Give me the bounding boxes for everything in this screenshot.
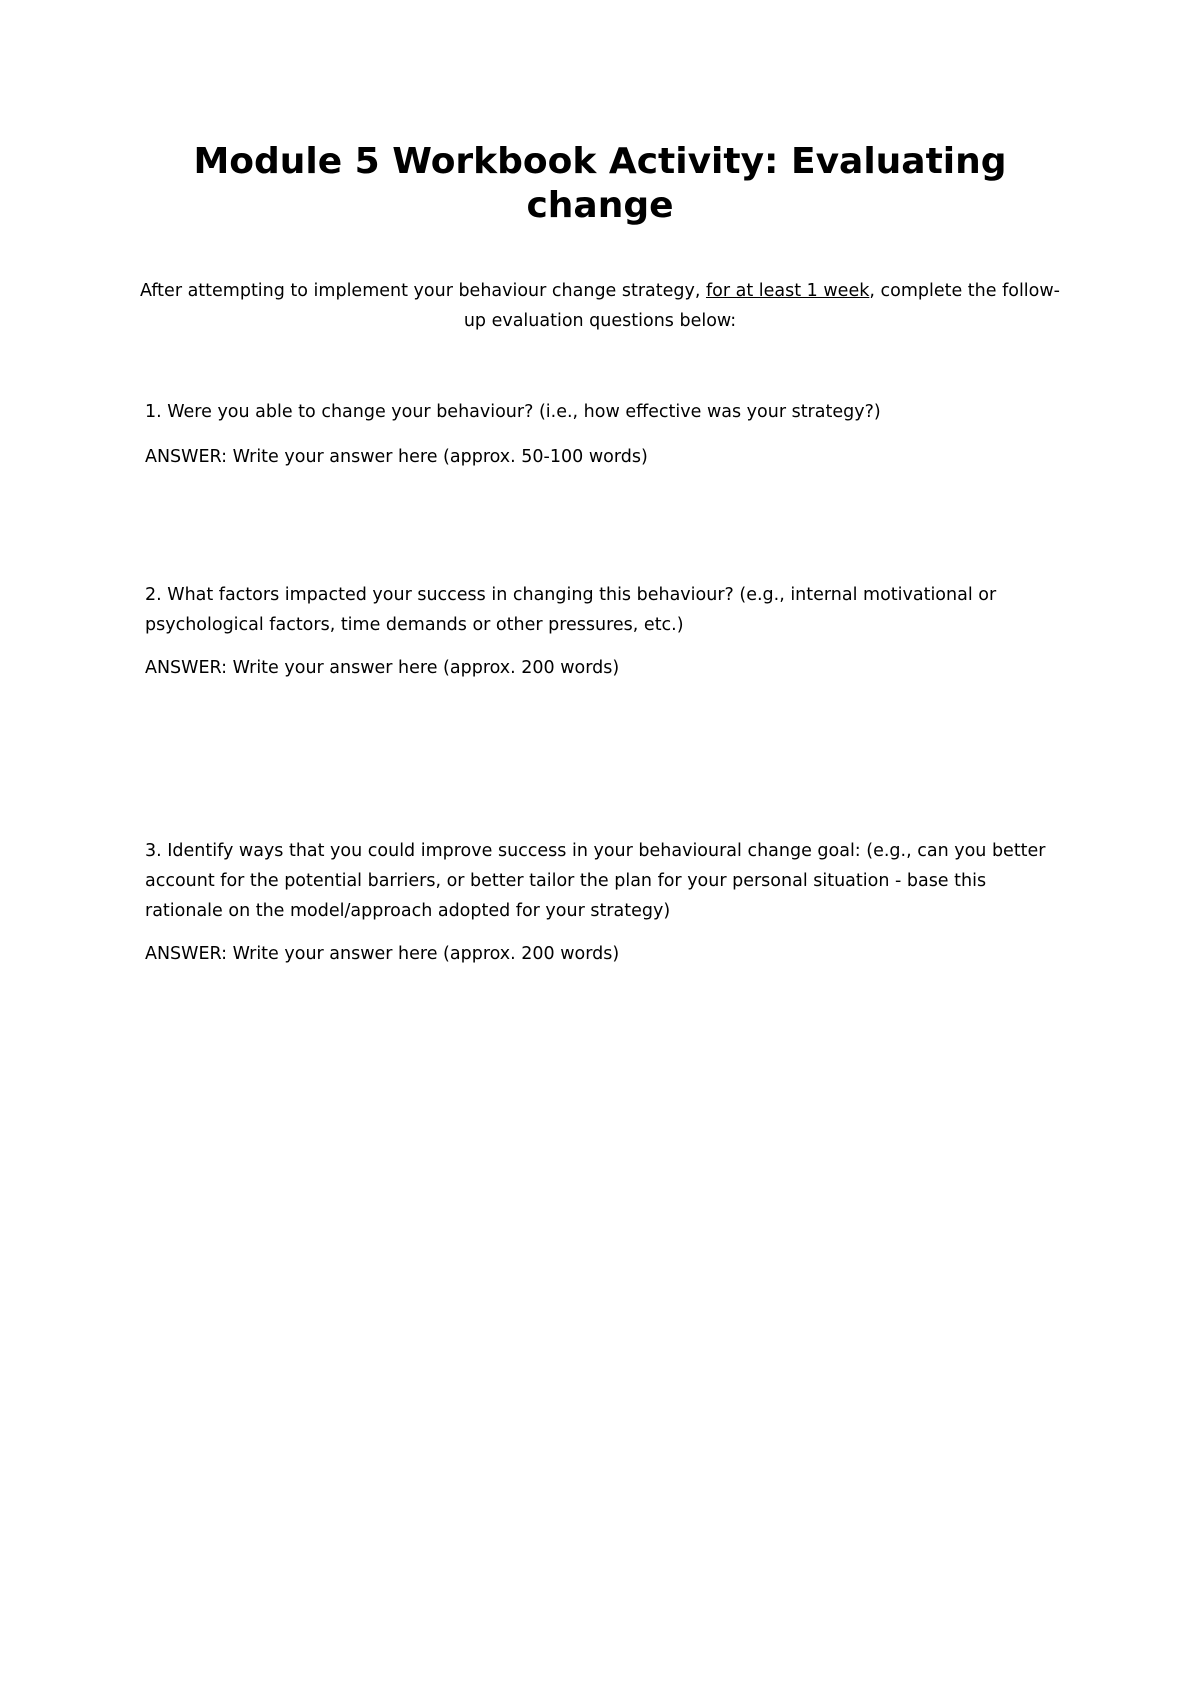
- page-title: Module 5 Workbook Activity: Evaluating change: [193, 141, 1007, 226]
- intro-text-after: , complete the follow-up evaluation questions below:: [463, 281, 1060, 331]
- intro-paragraph: [130, 276, 1070, 336]
- question-2: 2. What factors impacted your success in changing this behaviour? (e.g., internal motivational or psychological factors, time demands or other pressures, etc.): [145, 585, 997, 635]
- answer-1[interactable]: ANSWER: Write your answer here (approx. 50-100 words): [145, 447, 648, 467]
- question-1: 1. Were you able to change your behaviour? (i.e., how effective was your strategy?): [145, 402, 881, 422]
- intro-underlined-duration: for at least 1 week: [706, 281, 870, 301]
- intro-text-before: After attempting to implement your behaviour change strategy,: [139, 281, 706, 301]
- answer-2[interactable]: ANSWER: Write your answer here (approx. 200 words): [145, 658, 620, 678]
- answer-3[interactable]: ANSWER: Write your answer here (approx. 200 words): [145, 944, 620, 964]
- question-3: 3. Identify ways that you could improve success in your behavioural change goal: (e.g., can you better account for the potential barriers, or better tailor the plan for your personal situation - base this rationale on the model/approach adopted for your strategy): [145, 841, 1046, 921]
